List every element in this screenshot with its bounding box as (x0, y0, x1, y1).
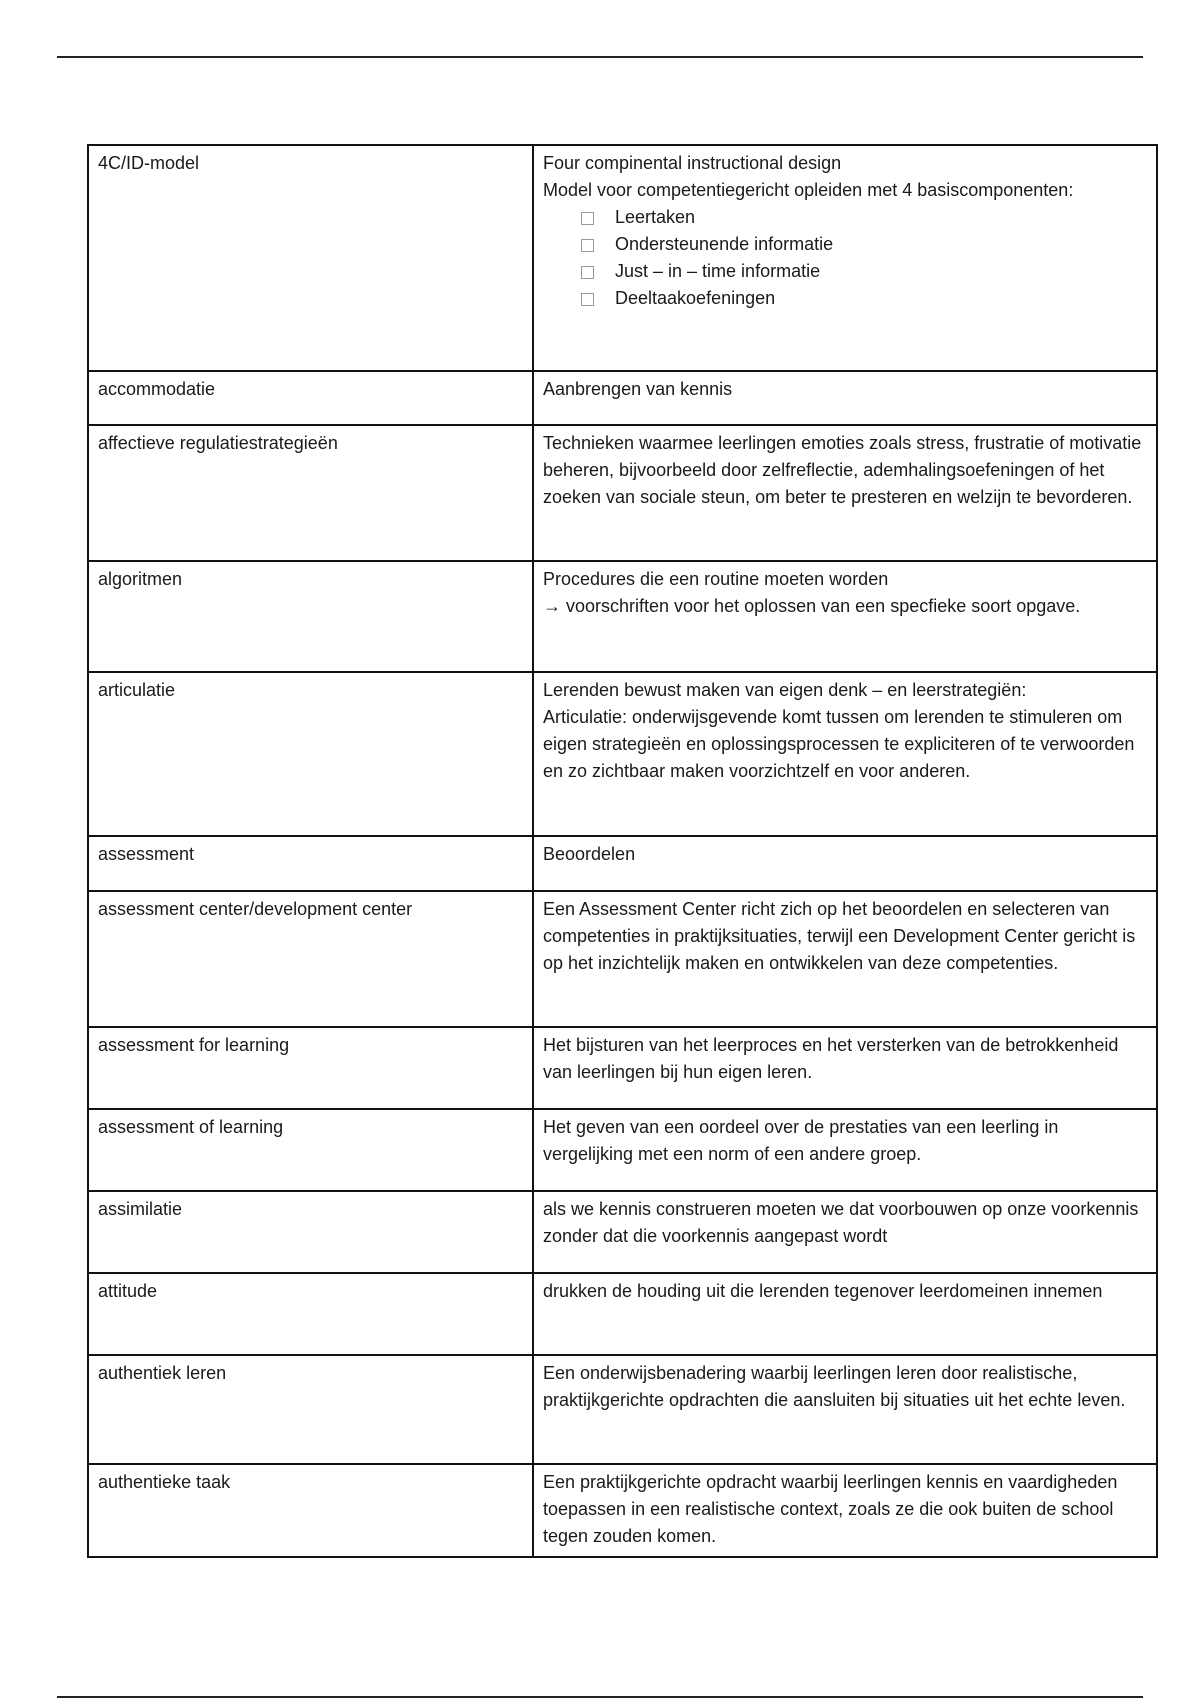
definition-line: Een praktijkgerichte opdracht waarbij leerlingen kennis en vaardigheden toepassen in een realistische context, zoals ze die ook buiten de school tegen zouden komen. (543, 1472, 1118, 1546)
term-cell: algoritmen (88, 561, 533, 672)
definition-line: Procedures die een routine moeten worden (543, 569, 889, 589)
glossary-row (88, 145, 1157, 371)
glossary-row (88, 1273, 1157, 1355)
glossary-row (88, 1109, 1157, 1191)
definition-cell (533, 1464, 1157, 1557)
term-cell: assessment center/development center (88, 891, 533, 1027)
definition-line: Model voor competentiegericht opleiden met 4 basiscomponenten: (543, 180, 1074, 200)
bullet-item: Leertaken (581, 204, 1147, 231)
bullet-item: Just – in – time informatie (581, 258, 1147, 285)
header-rule (57, 56, 1143, 58)
definition-line: Aanbrengen van kennis (543, 379, 733, 399)
definition-line: Het geven van een oordeel over de prestaties van een leerling in vergelijking met een norm of een andere groep. (543, 1117, 1059, 1164)
glossary-row (88, 1027, 1157, 1109)
definition-cell (533, 836, 1157, 891)
definition-cell (533, 1191, 1157, 1273)
term-cell: attitude (88, 1273, 533, 1355)
glossary-table (87, 144, 1158, 1558)
term-cell: 4C/ID-model (88, 145, 533, 371)
definition-line: drukken de houding uit die lerenden tegenover leerdomeinen innemen (543, 1281, 1103, 1301)
definition-cell (533, 145, 1157, 371)
term-cell: authentiek leren (88, 1355, 533, 1464)
definition-cell (533, 1273, 1157, 1355)
definition-line: als we kennis construeren moeten we dat voorbouwen op onze voorkennis zonder dat die voorkennis aangepast wordt (543, 1199, 1139, 1246)
definition-cell (533, 891, 1157, 1027)
bullet-list (543, 204, 1147, 312)
definition-line: Technieken waarmee leerlingen emoties zoals stress, frustratie of motivatie beheren, bijvoorbeeld door zelfreflectie, ademhalingsoefeningen of het zoeken van sociale steun, om beter te presteren en welzijn te bevorderen. (543, 433, 1142, 507)
term-cell: assessment of learning (88, 1109, 533, 1191)
term-cell: articulatie (88, 672, 533, 836)
definition-line: Een Assessment Center richt zich op het beoordelen en selecteren van competenties in praktijksituaties, terwijl een Development Center gericht is op het inzichtelijk maken en ontwikkelen van deze competenties. (543, 899, 1136, 973)
definition-cell (533, 425, 1157, 561)
definition-cell (533, 1109, 1157, 1191)
term-cell: affectieve regulatiestrategieën (88, 425, 533, 561)
glossary-row (88, 1464, 1157, 1557)
bullet-item: Ondersteunende informatie (581, 231, 1147, 258)
definition-line: Lerenden bewust maken van eigen denk – en leerstrategiën: (543, 680, 1027, 700)
bullet-item: Deeltaakoefeningen (581, 285, 1147, 312)
footer-rule (57, 1696, 1143, 1698)
glossary-row (88, 836, 1157, 891)
glossary-row (88, 1355, 1157, 1464)
definition-line: Het bijsturen van het leerproces en het versterken van de betrokkenheid van leerlingen bij hun eigen leren. (543, 1035, 1119, 1082)
definition-cell (533, 672, 1157, 836)
definition-cell (533, 371, 1157, 425)
term-cell: assimilatie (88, 1191, 533, 1273)
glossary-row (88, 371, 1157, 425)
definition-line: → voorschriften voor het oplossen van een specfieke soort opgave. (543, 596, 1081, 616)
glossary-row (88, 891, 1157, 1027)
term-cell: accommodatie (88, 371, 533, 425)
definition-line: Four compinental instructional design (543, 153, 842, 173)
definition-line: Beoordelen (543, 844, 636, 864)
glossary-row (88, 672, 1157, 836)
definition-line: Articulatie: onderwijsgevende komt tussen om lerenden te stimuleren om eigen strategieën en oplossingsprocessen te expliciteren of te verwoorden en zo zichtbaar maken voorzichtzelf en voor anderen. (543, 707, 1135, 781)
glossary-row (88, 561, 1157, 672)
glossary-row (88, 1191, 1157, 1273)
term-cell: assessment for learning (88, 1027, 533, 1109)
definition-cell (533, 561, 1157, 672)
term-cell: assessment (88, 836, 533, 891)
definition-cell (533, 1355, 1157, 1464)
term-cell: authentieke taak (88, 1464, 533, 1557)
definition-line: Een onderwijsbenadering waarbij leerlingen leren door realistische, praktijkgerichte opdrachten die aansluiten bij situaties uit het echte leven. (543, 1363, 1126, 1410)
definition-cell (533, 1027, 1157, 1109)
glossary-row (88, 425, 1157, 561)
